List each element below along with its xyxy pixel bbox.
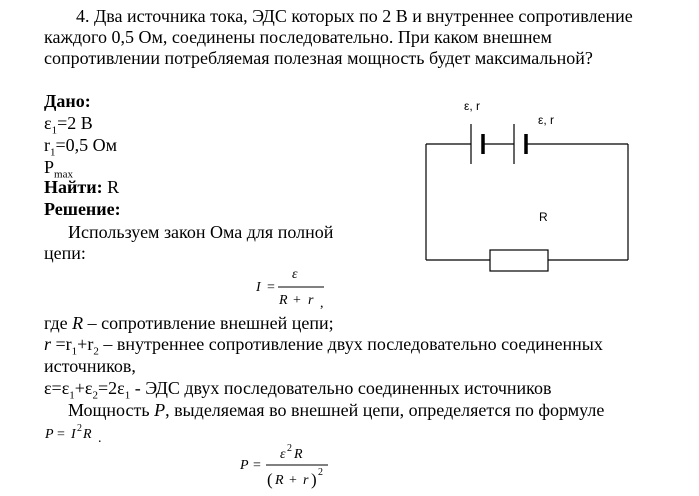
given-resistance [44, 135, 118, 159]
given-pmax [44, 157, 73, 181]
f1-den-r: R [279, 293, 288, 308]
formula-ohm-law [240, 260, 350, 316]
f1-num: ε [292, 267, 298, 282]
f2-eq: = [57, 427, 65, 442]
internal-r-sub1: 1 [71, 345, 78, 358]
resistor [490, 250, 548, 271]
f3-num-exp: 2 [287, 443, 292, 454]
f2-p: P [45, 427, 54, 442]
internal-r-part-b: +r [77, 334, 94, 354]
formula-power [38, 422, 118, 446]
f3-den-open: ( [267, 470, 273, 489]
f3-den-r: R [275, 473, 284, 488]
power-prefix: Мощность [68, 400, 155, 420]
f2-i: I [71, 427, 76, 442]
find-line [44, 177, 119, 198]
f2-r: R [83, 427, 92, 442]
r-symbol: r [44, 135, 50, 155]
internal-r-part-a: =r [51, 334, 72, 354]
where-r-symbol: R [72, 313, 84, 333]
problem-line-2: каждого 0,5 Ом, соединены последовательно. При каком внешнем [44, 27, 552, 47]
f1-den-r2: r [308, 293, 314, 308]
p-subscript: max [54, 168, 73, 181]
emf-sum-sub1: 1 [69, 389, 75, 402]
emf-sum-line [44, 378, 552, 402]
r-subscript: 1 [50, 146, 56, 159]
ohm-law-line-2: цепи: [44, 243, 86, 263]
f3-num-r: R [294, 447, 303, 462]
formula-power-final [228, 440, 338, 496]
emf-sum-a: ε=ε [44, 378, 70, 398]
f3-den-r2: r [303, 473, 309, 488]
problem-line-3: сопротивлении потребляемая полезная мощность будет максимальной? [44, 48, 593, 68]
where-prefix: где [44, 313, 73, 333]
internal-r-symbol: r [44, 334, 52, 354]
internal-r-desc: – внутреннее сопротивление двух последовательно соединенных [98, 334, 603, 354]
f2-exp: 2 [77, 423, 82, 434]
f3-den-plus: + [289, 473, 297, 488]
power-line [68, 400, 604, 421]
f3-den-exp: 2 [318, 467, 323, 478]
where-r-desc: – сопротивление внешней цепи; [83, 313, 334, 333]
emf-sum-sub3: 1 [124, 389, 131, 402]
where-r-line [44, 313, 334, 334]
internal-r-line [44, 334, 603, 358]
f3-p: P [240, 458, 249, 473]
f1-eq: = [267, 280, 275, 295]
source-1-label: ε, r [464, 99, 481, 113]
circuit-diagram [410, 90, 650, 290]
emf-sum-desc: - ЭДС двух последовательно соединенных источников [130, 378, 552, 398]
internal-r-line-cont: источников, [44, 356, 136, 376]
r-value: =0,5 Ом [55, 135, 118, 155]
emf-sum-c: =2ε [98, 378, 125, 398]
power-desc: , выделяемая во внешней цепи, определяется по формуле [165, 400, 605, 420]
f3-num-eps: ε [280, 447, 286, 462]
power-symbol: P [154, 400, 166, 420]
f3-eq: = [253, 458, 261, 473]
ohm-law-line-1: Используем закон Ома для полной [68, 222, 334, 242]
emf-sum-b: +ε [74, 378, 93, 398]
given-emf [44, 113, 93, 137]
emf-subscript: 1 [51, 124, 58, 137]
problem-line-1: 4. Два источника тока, ЭДС которых по 2 В и внутреннее сопротивление [76, 6, 633, 26]
find-value: R [102, 177, 120, 197]
solution-title: Решение: [44, 199, 121, 219]
f1-den-plus: + [293, 293, 301, 308]
find-label: Найти: [44, 177, 103, 197]
f3-den-close: ) [311, 470, 317, 489]
resistor-label: R [539, 210, 548, 224]
given-title: Дано: [44, 91, 91, 111]
emf-value: =2 В [57, 113, 93, 133]
f2-dot: . [98, 431, 102, 446]
source-2-label: ε, r [538, 113, 555, 127]
f1-comma: , [320, 296, 324, 311]
emf-sum-sub2: 2 [92, 389, 98, 402]
f1-lhs: I [256, 280, 261, 295]
p-symbol: P [44, 157, 55, 177]
internal-r-sub2: 2 [93, 345, 99, 358]
emf-symbol: ε [44, 113, 52, 133]
